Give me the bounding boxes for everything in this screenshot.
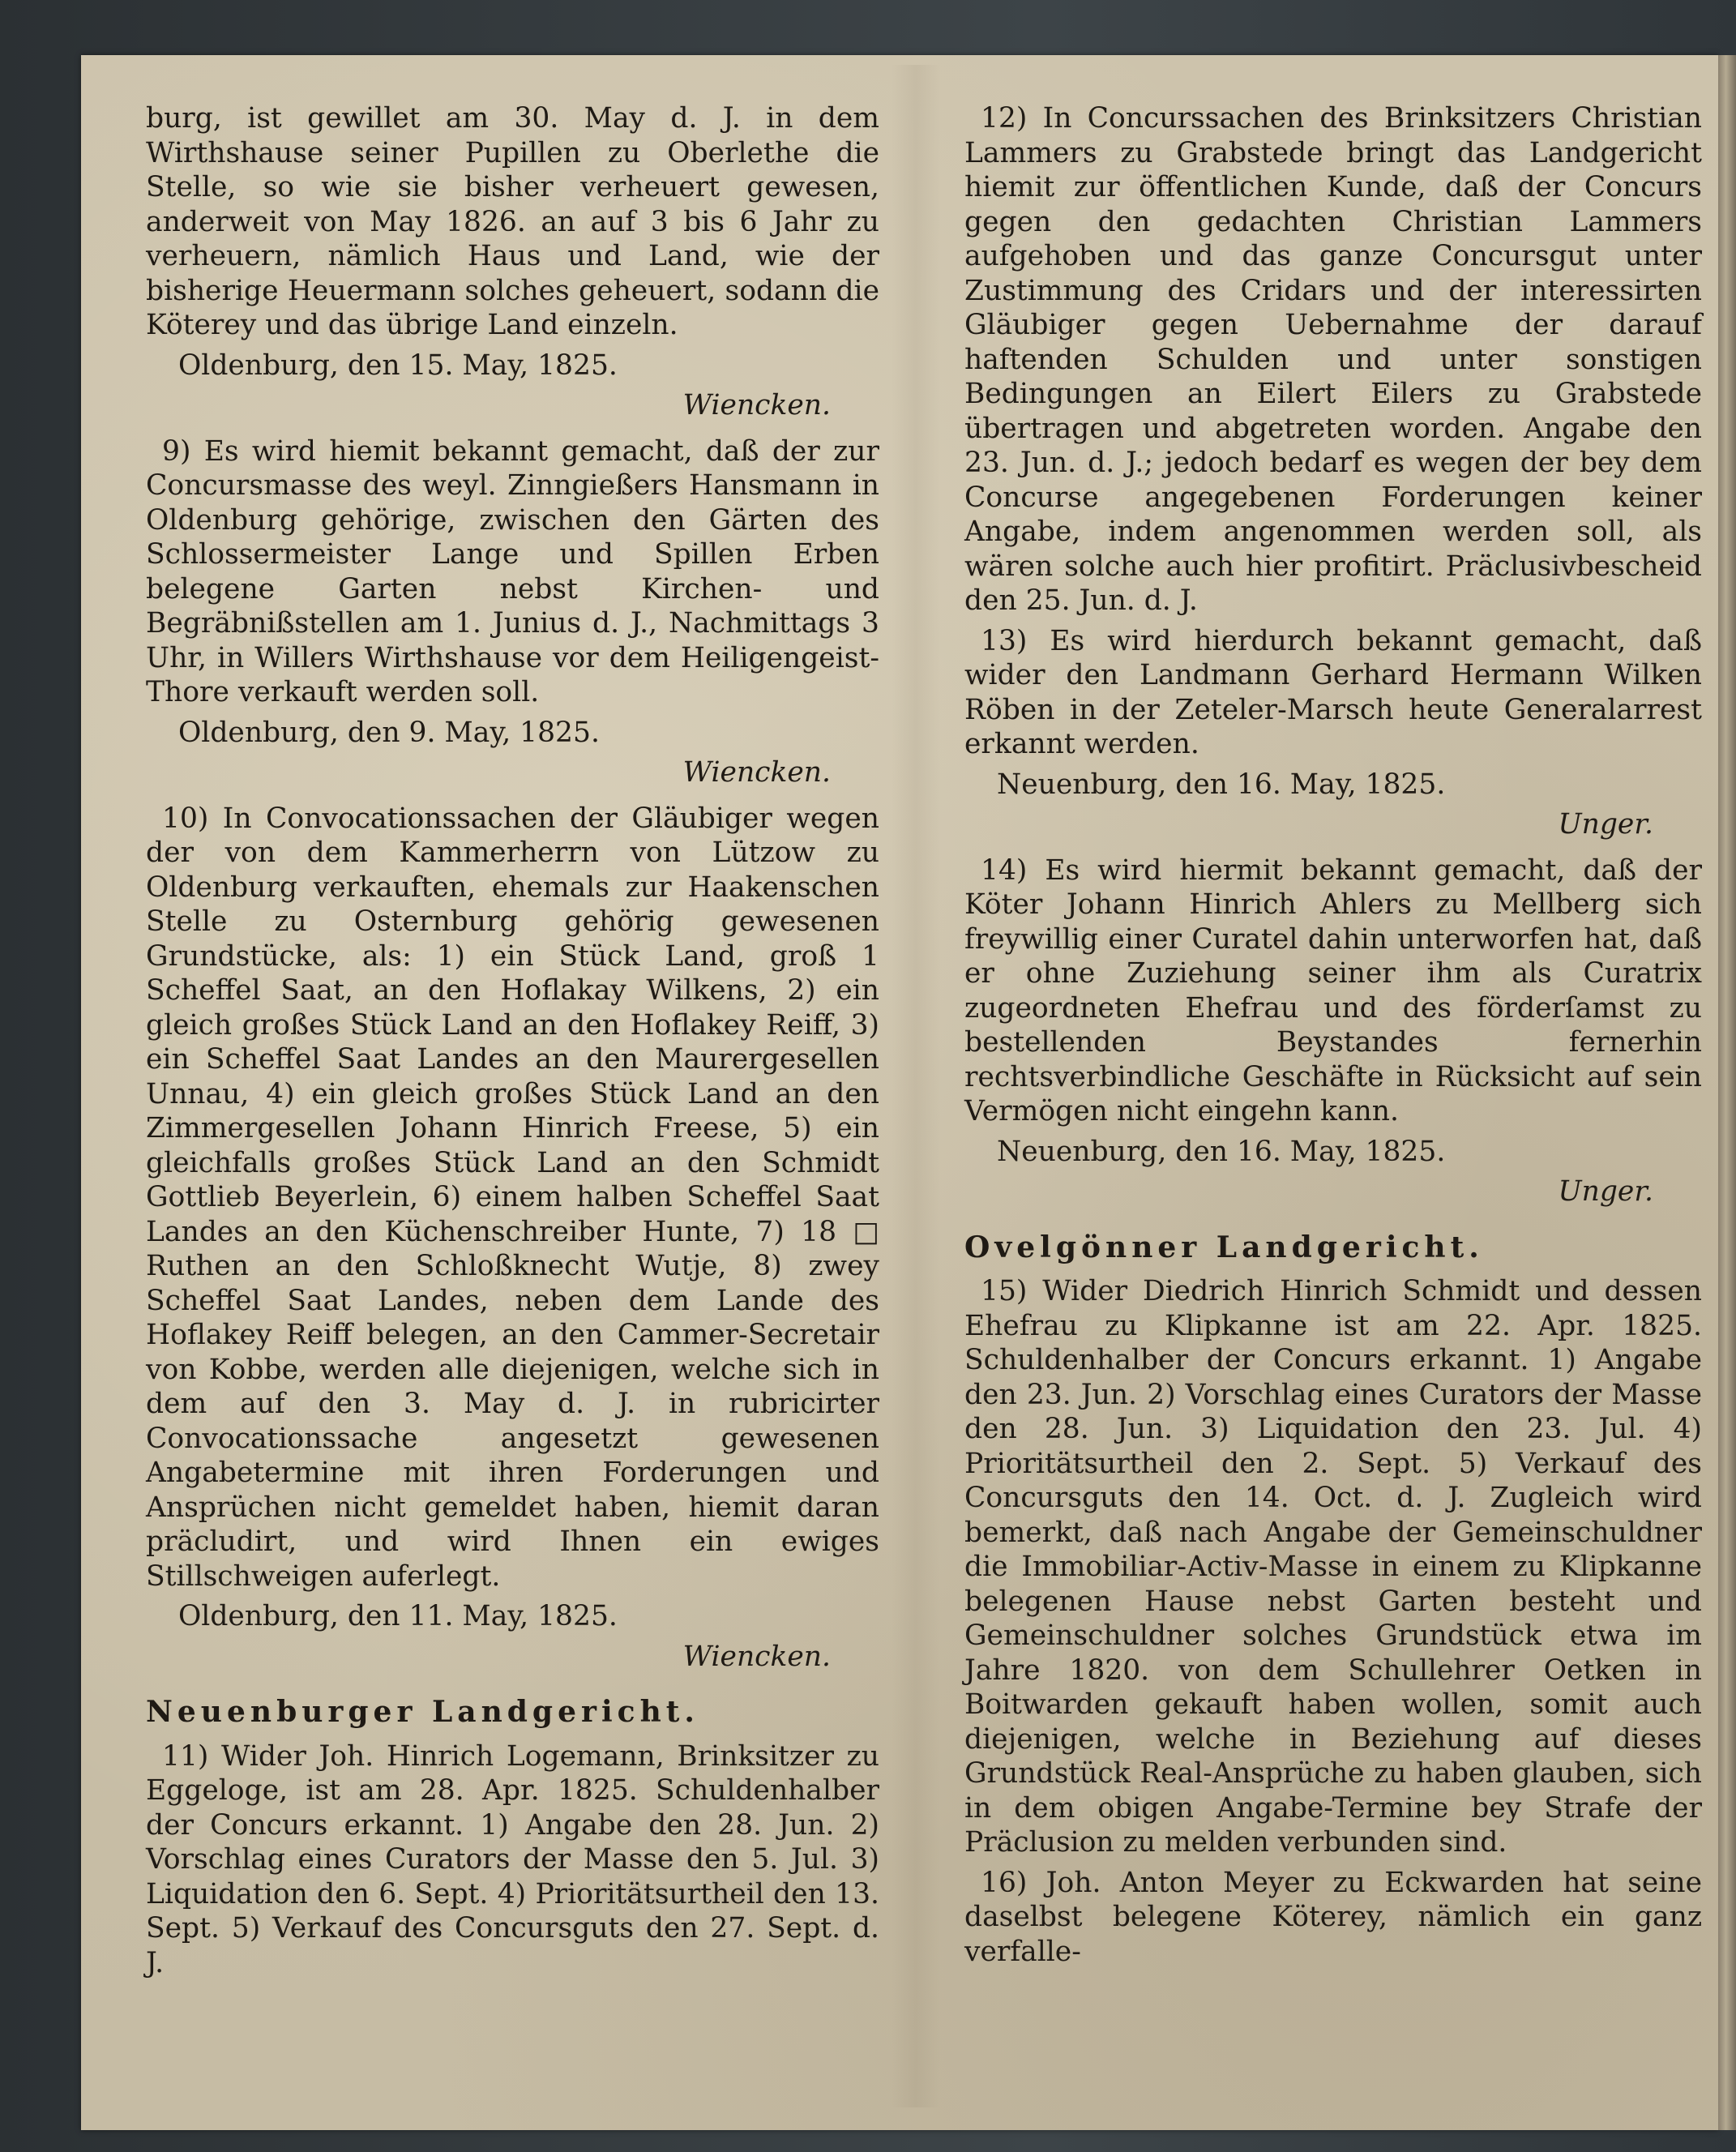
notice-16: 16) Joh. Anton Meyer zu Eckwarden hat seine daselbst belegene Köterey, nämlich ein ganz verfalle- (964, 1866, 1702, 1968)
section-heading-neuenburg: Neuenburger Landgericht. (146, 1695, 699, 1729)
notice-11: 11) Wider Joh. Hinrich Logemann, Brinksitzer zu Eggeloge, ist am 28. Apr. 1825. Schuldenhalber der Concurs erkannt. 1) Angabe den 28. Jun. 2) Vorschlag eines Curators der Masse den 5. Jul. 3) Liquidation den 6. Sept. 4) Prioritätsurtheil den 13. Sept. 5) Verkauf des Concursguts den 27. Sept. d. J. (146, 1739, 879, 1979)
notice-13-date: Neuenburg, den 16. May, 1825. (997, 768, 1446, 801)
notice-9: 9) Es wird hiemit bekannt gemacht, daß der zur Concursmasse des weyl. Zinngießers Hansmann in Oldenburg gehörige, zwischen den Gärten des Schlossermeister Lange und Spillen Erben belegene Garten nebst Kirchen- und Begräbnißstellen am 1. Junius d. J., Nachmittags 3 Uhr, in Willers Wirthshause vor dem Heiligengeist-Thore verkauft werden soll. (146, 434, 879, 708)
notice-13: 13) Es wird hierdurch bekannt gemacht, daß wider den Landmann Gerhard Hermann Wilken Röben in der Zeteler-Marsch heute Generalarrest erkannt werden. (964, 624, 1702, 760)
notice-10-signature: Wiencken. (682, 1640, 831, 1673)
column-gutter (892, 65, 940, 2107)
notice-9-signature: Wiencken. (682, 756, 831, 789)
notice-10-date: Oldenburg, den 11. May, 1825. (178, 1600, 618, 1632)
notice-8-date: Oldenburg, den 15. May, 1825. (178, 349, 618, 382)
page-edge (1718, 55, 1736, 2130)
notice-12: 12) In Concurssachen des Brinksitzers Christian Lammers zu Grabstede bringt das Landgericht hiemit zur öffentlichen Kunde, daß der Concurs gegen den gedachten Christian Lammers aufgehoben und das ganze Concursgut unter Zustimmung des Cridars und der interessirten Gläubiger gegen Uebernahme der darauf haftenden Schulden und unter sonstigen Bedingungen an Eilert Eilers zu Grabstede übertragen und abgetreten worden. Angabe den 23. Jun. d. J.; jedoch bedarf es wegen der bey dem Concurse angegebenen Forderungen keiner Angabe, indem angenommen werden soll, als wären solche auch hier profitirt. Präclusivbescheid den 25. Jun. d. J. (964, 102, 1702, 617)
notice-14-signature: Unger. (1558, 1175, 1653, 1208)
notice-13-signature: Unger. (1558, 808, 1653, 841)
notice-9-date: Oldenburg, den 9. May, 1825. (178, 716, 600, 749)
notice-14-date: Neuenburg, den 16. May, 1825. (997, 1135, 1446, 1168)
notice-14: 14) Es wird hiermit bekannt gemacht, daß der Köter Johann Hinrich Ahlers zu Mellberg sich freywillig einer Curatel dahin unterworfen hat, daß er ohne Zuziehung seiner ihm als Curatrix zugeordneten Ehefrau und des förderſamst zu bestellenden Beystandes fernerhin rechtsverbindliche Geschäfte in Rücksicht auf sein Vermögen nicht eingehn kann. (964, 854, 1702, 1127)
left-column (146, 101, 879, 1986)
section-heading-ovelgonne: Ovelgönner Landgericht. (964, 1230, 1484, 1264)
notice-10: 10) In Convocationssachen der Gläubiger wegen der von dem Kammerherrn von Lützow zu Oldenburg verkauften, ehemals zur Haakenschen Stelle zu Osternburg gehörig gewesenen Grundstücke, als: 1) ein Stück Land, groß 1 Scheffel Saat, an den Hoflakay Wilkens, 2) ein gleich großes Stück Land an den Hoflakey Reiff, 3) ein Scheffel Saat Landes an den Maurergesellen Unnau, 4) ein gleich großes Stück Land an den Zimmergesellen Johann Hinrich Freese, 5) ein gleichfalls großes Stück Land an den Schmidt Gottlieb Beyerlein, 6) einem halben Scheffel Saat Landes an den Küchenschreiber Hunte, 7) 18 □ Ruthen an den Schloßknecht Wutje, 8) zwey Scheffel Saat Landes, neben dem Lande des Hoflakey Reiff belegen, an den Cammer-Secretair von Kobbe, werden alle diejenigen, welche sich in dem auf den 3. May d. J. in rubricirter Convocationssache angesetzt gewesenen Angabetermine mit ihren Forderungen und Ansprüchen nicht gemeldet haben, hiemit daran präcludirt, und wird Ihnen ein ewiges Stillschweigen auferlegt. (146, 802, 879, 1593)
notice-15: 15) Wider Diedrich Hinrich Schmidt und dessen Ehefrau zu Klipkanne ist am 22. Apr. 1825. Schuldenhalber der Concurs erkannt. 1) Angabe den 23. Jun. 2) Vorschlag eines Curators der Masse den 28. Jun. 3) Liquidation den 23. Jul. 4) Prioritätsurtheil den 2. Sept. 5) Verkauf des Concursguts den 14. Oct. d. J. Zugleich wird bemerkt, daß nach Angabe der Gemeinschuldner die Immobiliar-Activ-Masse in einem zu Klipkanne belegenen Hause nebst Garten besteht und Gemeinschuldner solches Grundstück etwa im Jahre 1820. von dem Schullehrer Oetken in Boitwarden gekauft haben wollen, somit auch diejenigen, welche in Beziehung auf dieses Grundstück Real-Ansprüche zu haben glauben, sich in dem obigen Angabe-Termine bey Strafe der Präclusion zu melden verbunden sind. (964, 1275, 1702, 1859)
notice-8-continuation: burg, ist gewillet am 30. May d. J. in dem Wirthshause seiner Pupillen zu Oberlethe die Stelle, so wie sie bisher verheuert gewesen, anderweit von May 1826. an auf 3 bis 6 Jahr zu verheuern, nämlich Haus und Land, wie der bisherige Heuermann solches geheuert, sodann die Köterey und das übrige Land einzeln. (146, 102, 879, 341)
right-column (964, 101, 1702, 1974)
notice-8-signature: Wiencken. (682, 389, 831, 421)
